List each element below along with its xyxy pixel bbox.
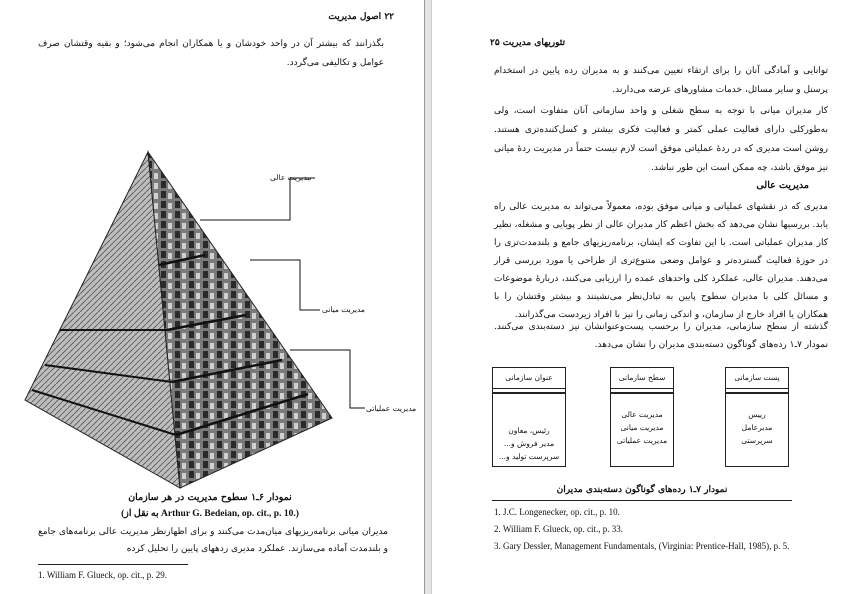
box-level-body: مدیریت عالی مدیریت میانی مدیریت عملیاتی — [616, 410, 668, 445]
left-intro-paragraph: بگذرانند که بیشتر آن در واحد خودشان و یا همکاران انجام می‌شود؛ و بقیه وقتشان صرف عوامل و تکالیفی می‌گردد. — [38, 39, 384, 68]
left-page-header: ۲۲ اصول مدیریت — [328, 12, 394, 22]
left-footnote: 1. William F. Glueck, op. cit., p. 29. — [38, 570, 167, 580]
right-footnote-1: 1. J.C. Longenecker, op. cit., p. 10. — [494, 507, 620, 517]
book-gutter — [424, 0, 432, 594]
left-figure-caption: نمودار ۶ـ۱ سطوح مدیریت در هر سازمان — [128, 492, 292, 503]
box-level-heading: سطح سازمانی — [611, 368, 673, 389]
classification-box-title — [492, 367, 566, 467]
pyramid-label-top: مدیریت عالی — [270, 173, 312, 182]
right-paragraph-4: گذشته از سطح سازمانی، مدیران را برحسب پست‌وعنوانشان نیز دسته‌بندی می‌کنند. نمودار ۷ـ۱ رده‌های گوناگون دسته‌بندی مدیران را نشان می‌دهد. — [494, 322, 828, 350]
right-paragraph-1: توانایی و آمادگی آنان را برای ارتقاء تعیین می‌کنند و به مدیران رده پایین در استخدام پرسنل و سایر مسائل، خدمات مشاورهای عرضه می‌دارند. — [494, 66, 828, 95]
left-footnote-rule — [38, 564, 188, 565]
right-page-header: تئوریهای مدیریت ۲۵ — [490, 38, 565, 48]
pyramid-label-middle: مدیریت میانی — [322, 305, 365, 314]
classification-box-post — [725, 367, 789, 467]
left-body-paragraph: مدیران میانی برنامه‌ریزیهای میان‌مدت می‌کنند و برای اظهارنظر مدیریت عالی برنامه‌های جامع و بلندمدت آماده می‌سازند. عملکرد مدیری ردههای پایین را تحلیل کرده — [38, 527, 388, 554]
box-post-body: رییس مدیرعامل سرپرستی — [741, 410, 773, 445]
classification-box-level — [610, 367, 674, 467]
right-page — [432, 0, 845, 594]
box-title-heading: عنوان سازمانی — [493, 368, 565, 389]
right-paragraph-2: کار مدیران میانی با توجه به سطح شغلی و واحد سازمانی آنان متفاوت است، ولی به‌طورکلی دارای فعالیت عملی کمتر و فعالیت فکری بیشتر و کسل‌کننده‌تری هستند. روشن است مدیری که در ردهٔ عملیاتی موفق است لازم نیست حتماً در مدیریت ردهٔ میانی نیز موفق باشد، چه ممکن است این طور نباشد. — [494, 106, 828, 173]
right-paragraph-3: مدیری که در نقشهای عملیاتی و میانی موفق بوده، معمولاً می‌تواند به مدیریت عالی راه یابد. بررسیها نشان می‌دهد که بخش اعظم کار مدیران عالی از نظر پویایی و مشغله، نظیر کار مدیران عملیاتی است. با این تفاوت که ایشان، برنامه‌ریزیهای جامع و بلندمدت‌تری را در حوزهٔ فعالیت گسترده‌تر و عوامل وضعی متنوع‌تری از طراحی یا مورد بررسی قرار می‌دهند. مدیران عالی، عملکرد کلی واحدهای عمده را ارزیابی می‌کنند، دربارهٔ موضوعات و مسائل کلی با مدیران سطوح پایین به تبادل‌نظر می‌نشینند و بیشتر وقتشان را با همکاران یا افراد خارج از سازمان، و اندکی زمانی را نیز با افراد زیردست می‌گذرانند. — [494, 202, 828, 320]
right-subheading: مدیریت عالی — [756, 180, 809, 191]
right-figure-caption: نمودار ۷ـ۱ رده‌های گوناگون دسته‌بندی مدیران — [556, 485, 728, 495]
left-figure-source: (به نقل از Arthur G. Bedeian, op. cit., p. 10.) — [121, 509, 299, 519]
box-title-body: رئیس، معاون مدیر فروش و... سرپرست تولید و... — [498, 426, 560, 461]
right-footnote-3: 3. Gary Dessler, Management Fundamentals, (Virginia: Prentice-Hall, 1985), p. 5. — [494, 541, 790, 551]
box-post-heading: پست سازمانی — [726, 368, 788, 389]
right-footnote-rule — [492, 500, 792, 501]
pyramid-label-bottom: مدیریت عملیاتی — [366, 404, 417, 413]
right-footnote-2: 2. William F. Glueck, op. cit., p. 33. — [494, 524, 623, 534]
pyramid-figure — [20, 150, 420, 490]
